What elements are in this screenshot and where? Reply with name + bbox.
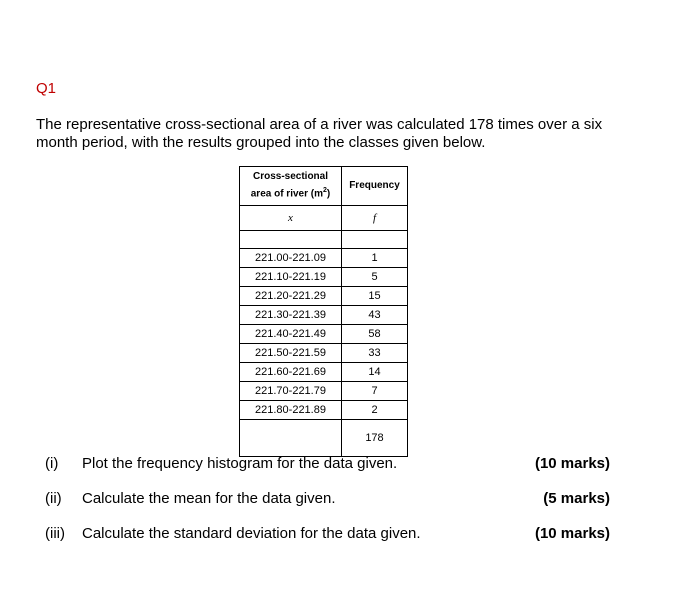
table-row [240,287,408,306]
question-part [0,525,700,545]
table-total-row [240,420,408,457]
part-text: Calculate the standard deviation for the data given. [82,525,421,542]
table-row [240,344,408,363]
class-range: 221.10-221.19 [240,268,342,287]
table-row [240,306,408,325]
table-row [240,325,408,344]
part-number: (i) [45,455,59,472]
class-range: 221.00-221.09 [240,249,342,268]
table-row [240,268,408,287]
question-number: Q1 [36,80,57,97]
header-area-line2: area of river (m [250,188,323,200]
part-number: (iii) [45,525,65,542]
table-header-row [240,167,408,206]
header-area [240,167,342,206]
table-symbol-row [240,206,408,231]
part-text: Calculate the mean for the data given. [82,490,336,507]
symbol-f: f [342,206,408,231]
class-frequency: 7 [342,382,408,401]
total-label-cell [240,420,342,457]
class-frequency: 5 [342,268,408,287]
class-range: 221.80-221.89 [240,401,342,420]
class-frequency: 14 [342,363,408,382]
class-frequency: 43 [342,306,408,325]
part-text: Plot the frequency histogram for the data given. [82,455,398,472]
class-range: 221.30-221.39 [240,306,342,325]
class-range: 221.60-221.69 [240,363,342,382]
class-range: 221.40-221.49 [240,325,342,344]
table-row [240,363,408,382]
part-marks: (10 marks) [534,525,610,542]
part-marks: (5 marks) [543,490,610,507]
class-frequency: 58 [342,325,408,344]
blank-cell [240,231,342,249]
question-part [0,490,700,510]
question-part [0,455,700,475]
class-frequency: 15 [342,287,408,306]
class-frequency: 2 [342,401,408,420]
class-range: 221.20-221.29 [240,287,342,306]
table-row [240,249,408,268]
blank-cell [342,231,408,249]
class-range: 221.50-221.59 [240,344,342,363]
symbol-x: x [240,206,342,231]
header-frequency: Frequency [342,167,408,206]
frequency-table [239,166,408,457]
table-row [240,382,408,401]
class-frequency: 1 [342,249,408,268]
part-number: (ii) [45,490,62,507]
class-frequency: 33 [342,344,408,363]
header-area-line1: Cross-sectional [252,171,329,183]
part-marks: (10 marks) [534,455,610,472]
table-row [240,401,408,420]
table-blank-row [240,231,408,249]
question-intro: The representative cross-sectional area of a river was calculated 178 times over a six month period, with the results grouped into the classes given below. [36,116,603,151]
header-area-sup: 2 [323,187,327,195]
header-area-close: ) [326,188,331,200]
class-range: 221.70-221.79 [240,382,342,401]
total-frequency: 178 [342,420,408,457]
